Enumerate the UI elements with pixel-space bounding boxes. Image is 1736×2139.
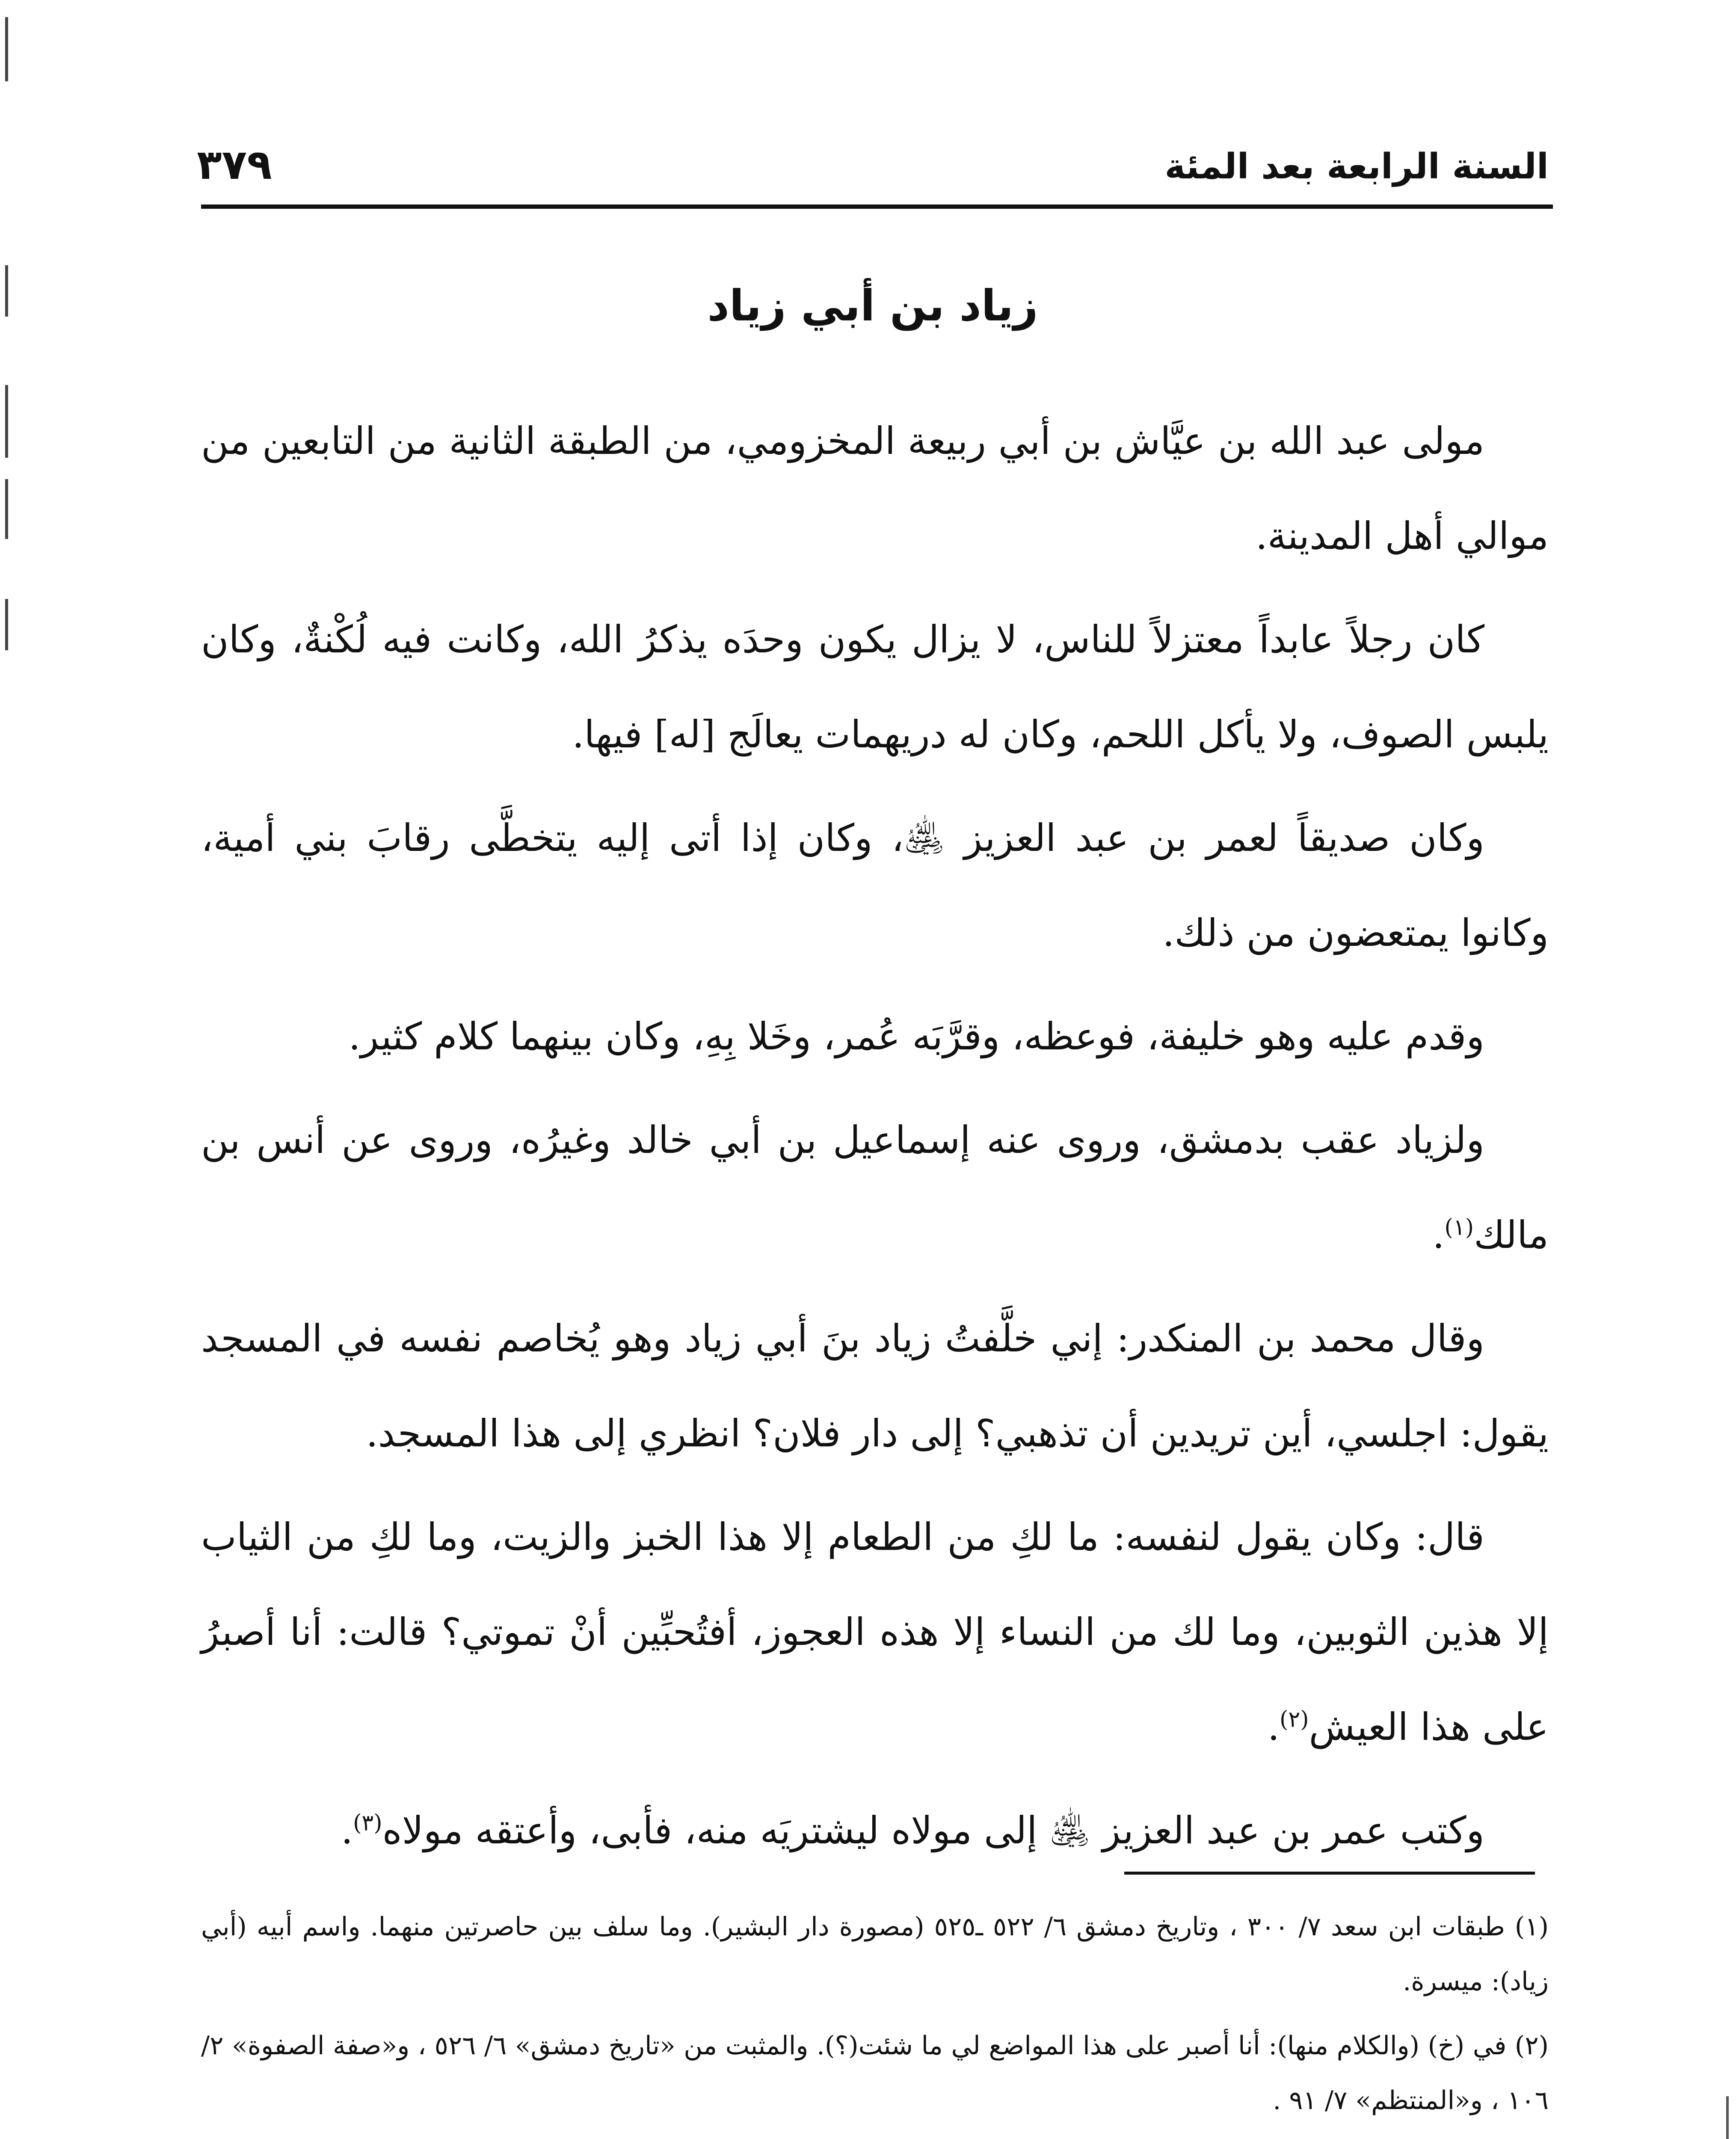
footnote-ref[interactable]: (٢) — [1280, 1706, 1309, 1733]
paragraph — [201, 1490, 1549, 1775]
scan-edge-mark — [5, 17, 8, 81]
paragraph: وقال محمد بن المنكدر: إني خلَّفتُ زياد بنَ أبي زياد وهو يُخاصم نفسه في المسجد يقول: اجلسي، أين تريدين أن تذهبي؟ إلى دار فلان؟ انظري إلى هذا المسجد. — [201, 1316, 1549, 1455]
page-number: ٣٧٩ — [197, 141, 272, 189]
scan-edge-mark — [1726, 2096, 1729, 2139]
paragraph: كان رجلاً عابداً معتزلاً للناس، لا يزال يكون وحدَه يذكرُ الله، وكانت فيه لُكْنةٌ، وكان يلبس الصوف، ولا يأكل اللحم، وكان له دريهمات يعالَج [له] فيها. — [201, 617, 1549, 756]
footnote-rule — [1124, 1872, 1535, 1875]
scan-edge-mark — [5, 265, 8, 317]
scan-edge-mark — [5, 385, 8, 458]
scan-edge-mark — [5, 599, 8, 650]
paragraph — [201, 1783, 1549, 1878]
paragraph-text: وكتب عمر بن عبد العزيز ﵁ إلى مولاه ليشتريَه منه، فأبى، وأعتقه مولاه — [382, 1808, 1484, 1852]
running-title: السنة الرابعة بعد المئة — [1164, 146, 1549, 187]
footnote — [201, 2137, 1549, 2139]
paragraph: وكان صديقاً لعمر بن عبد العزيز ﵁، وكان إذا أتى إليه يتخطَّى رقابَ بني أمية، وكانوا يمتعضون من ذلك. — [201, 816, 1549, 955]
footnote: (١) طبقات ابن سعد ٧/ ٣٠٠ ، وتاريخ دمشق ٦/ ٥٢٢ ـ٥٢٥ (مصورة دار البشير). وما سلف بين حاصرتين منهما. واسم أبيه (أبي زياد): ميسرة. — [201, 1912, 1549, 1997]
scan-edge-mark — [5, 479, 8, 539]
paragraph-end: . — [341, 1808, 353, 1852]
footnote-ref[interactable]: (١) — [1444, 1215, 1474, 1241]
section-title: زياد بن أبي زياد — [707, 281, 1038, 331]
paragraph: وقدم عليه وهو خليفة، فوعظه، وقرَّبَه عُمر، وخَلا بِهِ، وكان بينهما كلام كثير. — [348, 1014, 1484, 1058]
footnote: (٢) في (خ) (والكلام منها): أنا أصبر على هذا المواضع لي ما شئت(؟). والمثبت من «تاريخ دمشق» ٦/ ٥٢٦ ، و«صفة الصفوة» ٢/ ١٠٦ ، و«المنتظم» ٧/ ٩١ . — [201, 2031, 1549, 2115]
page-header — [197, 128, 1549, 201]
paragraph — [201, 1093, 1549, 1283]
footnote-ref[interactable]: (٣) — [353, 1810, 382, 1836]
paragraph-text: قال: وكان يقول لنفسه: ما لكِ من الطعام إلا هذا الخبز والزيت، وما لكِ من الثياب إلا هذين الثوبين، وما لك من النساء إلا هذه العجوز، أفتُحبِّين أنْ تموتي؟ قالت: أنا أصبرُ على هذا العيش — [201, 1515, 1549, 1749]
paragraph-end: . — [1432, 1213, 1445, 1257]
paragraph-text: ولزياد عقب بدمشق، وروى عنه إسماعيل بن أبي خالد وغيرُه، وروى عن أنس بن مالك — [201, 1118, 1549, 1257]
paragraph: مولى عبد الله بن عيَّاش بن أبي ربيعة المخزومي، من الطبقة الثانية من التابعين من موالي أهل المدينة. — [201, 419, 1549, 558]
paragraph-end: . — [1268, 1705, 1280, 1749]
footnotes — [201, 1899, 1549, 2139]
header-rule — [201, 204, 1553, 209]
main-text — [201, 394, 1549, 1887]
